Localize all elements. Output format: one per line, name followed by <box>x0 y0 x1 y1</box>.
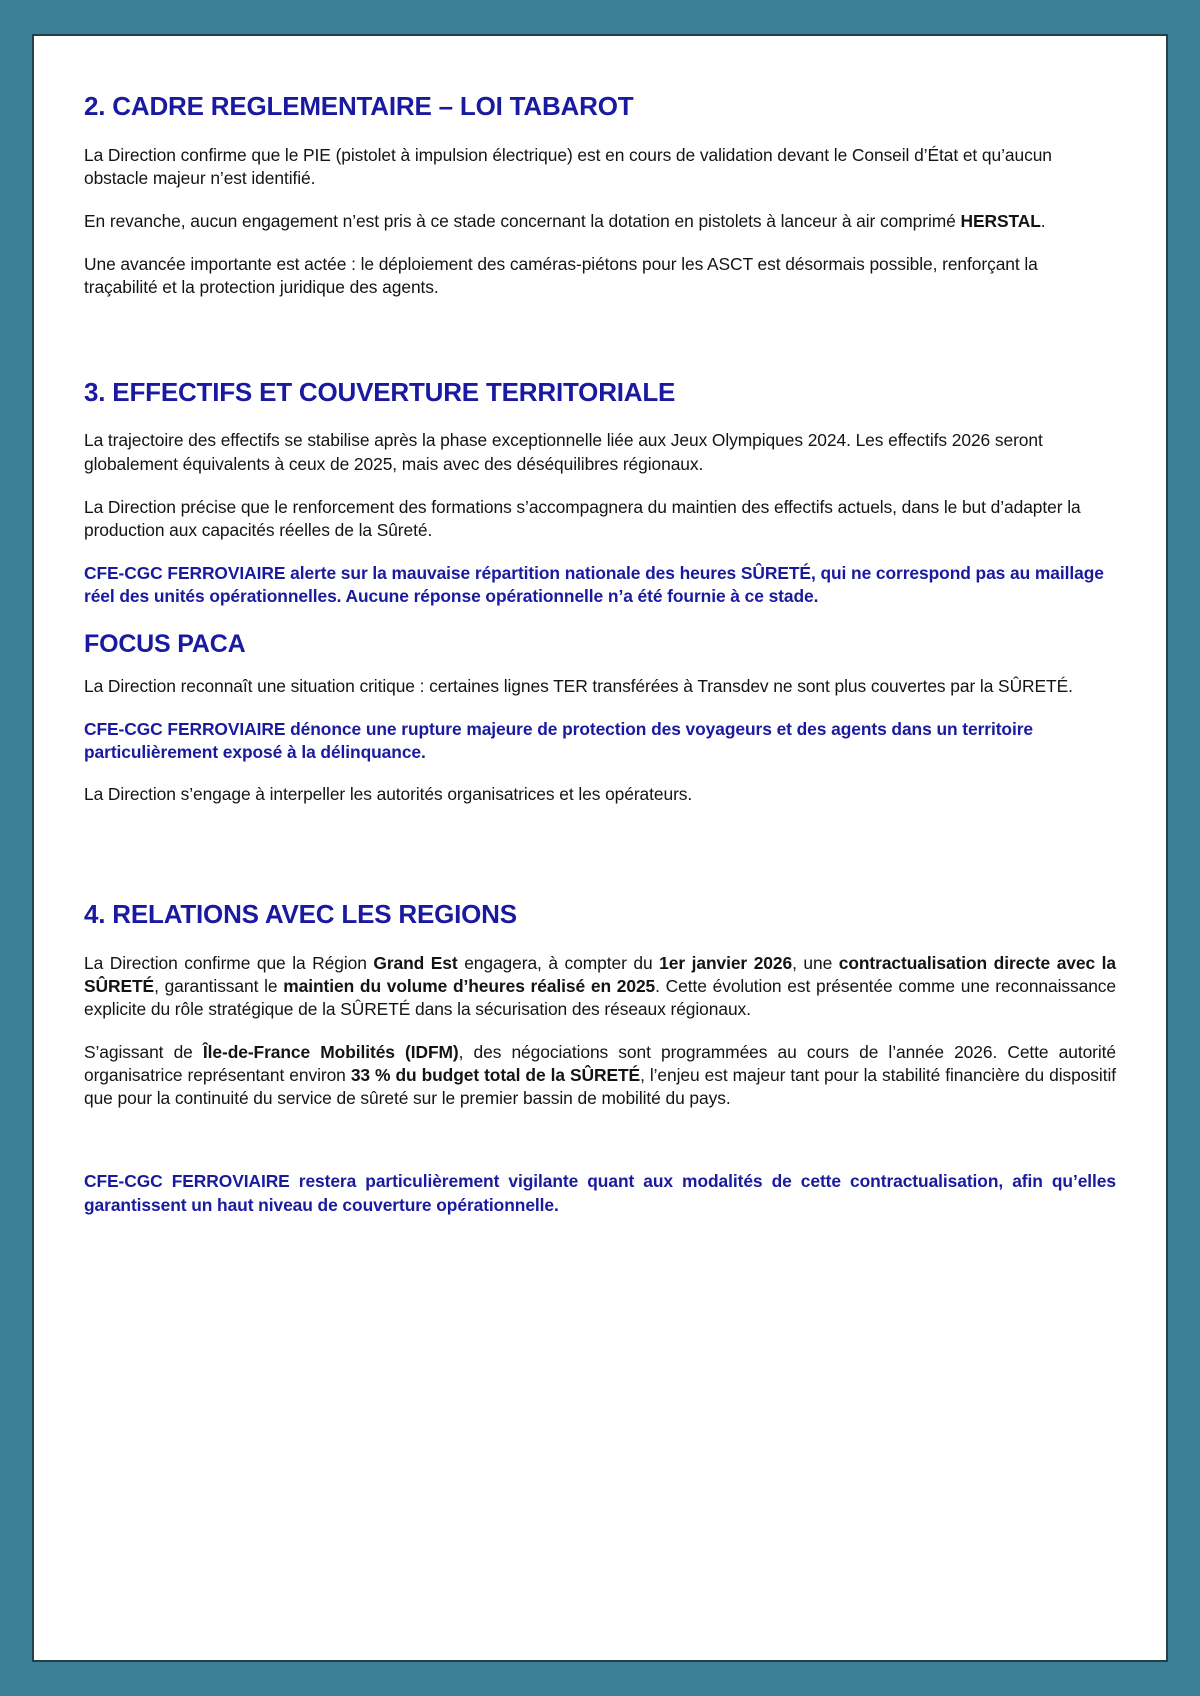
section-spacer <box>84 826 1116 900</box>
paragraph-run-bold: HERSTAL <box>960 211 1041 232</box>
paragraph-run-text: , une <box>792 952 839 973</box>
paragraph-spacer <box>84 1130 1116 1170</box>
section-3-paragraph-2: La Direction précise que le renforcement des formations s’accompagnera du maintien des effectifs actuels, dans le but d’adapter la production aux capacités réelles de la Sûreté. <box>84 496 1081 540</box>
section-4-heading: 4. RELATIONS AVEC LES REGIONS <box>84 898 517 929</box>
section-4-union-statement: CFE-CGC FERROVIAIRE restera particulièrement vigilante quant aux modalités de cette contractualisation, afin qu’elles garantissent un haut niveau de couverture opérationnelle. <box>84 1171 1116 1215</box>
paragraph-run-text: , des négociations sont programmées au cours de l’année 2026. Cette autorité organisatrice représentant environ <box>84 1041 1117 1086</box>
paragraph-run-bold: contractualisation directe avec la SÛRETÉ <box>84 952 1117 996</box>
paragraph-run-bold: Île-de-France Mobilités (IDFM) <box>202 1041 459 1062</box>
paragraph-run-bold: Grand Est <box>373 952 458 973</box>
paragraph-run-bold: maintien du volume d’heures réalisé en 2025 <box>283 975 656 996</box>
paragraph-run-bold: 1er janvier 2026 <box>659 952 793 973</box>
section-2-paragraph-1: La Direction confirme que le PIE (pistolet à impulsion électrique) est en cours de validation devant le Conseil d’État et qu’aucun obstacle majeur n’est identifié. <box>84 144 1052 189</box>
section-spacer <box>84 320 1116 378</box>
focus-paca-union-statement: CFE-CGC FERROVIAIRE dénonce une rupture majeure de protection des voyageurs et des agents dans un territoire particulièrement exposé à la délinquance. <box>84 719 1034 763</box>
section-4-paragraph-idfm <box>84 1041 1116 1110</box>
section-4-paragraph-grand-est <box>84 952 1116 1021</box>
section-2-paragraph-2 <box>84 210 1116 233</box>
document-page <box>32 34 1168 1662</box>
paragraph-run-text: , garantissant le <box>154 975 284 996</box>
paragraph-run-text: En revanche, aucun engagement n’est pris à ce stade concernant la dotation en pistolets à lanceur à air comprimé <box>84 211 961 232</box>
focus-paca-paragraph-2: La Direction s’engage à interpeller les autorités organisatrices et les opérateurs. <box>84 783 693 804</box>
section-2-heading: 2. CADRE REGLEMENTAIRE – LOI TABAROT <box>84 91 634 121</box>
paragraph-run-text: , l’enjeu est majeur tant pour la stabilité financière du dispositif que pour la continuité du service de sûreté sur le premier bassin de mobilité du pays. <box>84 1065 1116 1109</box>
focus-paca-heading: FOCUS PACA <box>84 630 246 659</box>
section-3-union-statement: CFE-CGC FERROVIAIRE alerte sur la mauvaise répartition nationale des heures SÛRETÉ, qui ne correspond pas au maillage réel des unités opérationnelles. Aucune réponse opérationnelle n’a été fournie à ce stade. <box>84 563 1104 607</box>
paragraph-run-bold: 33 % du budget total de la SÛRETÉ <box>350 1065 641 1086</box>
paragraph-run-text: . <box>1040 211 1046 232</box>
focus-paca-paragraph-1: La Direction reconnaît une situation critique : certaines lignes TER transférées à Transdev ne sont plus couvertes par la SÛRETÉ. <box>84 676 1073 697</box>
paragraph-run-text: engagera, à compter du <box>457 952 660 973</box>
section-3-paragraph-1: La trajectoire des effectifs se stabilise après la phase exceptionnelle liée aux Jeux Olympiques 2024. Les effectifs 2026 seront globalement équivalents à ceux de 2025, mais avec des déséquilibres régionaux. <box>84 430 1043 474</box>
paragraph-run-text: La Direction confirme que la Région <box>84 952 374 973</box>
paragraph-run-text: . Cette évolution est présentée comme une reconnaissance explicite du rôle stratégique de la SÛRETÉ dans la sécurisation des réseaux régionaux. <box>84 975 1116 1019</box>
section-3-heading: 3. EFFECTIFS ET COUVERTURE TERRITORIALE <box>84 376 676 407</box>
paragraph-run-text: S’agissant de <box>84 1041 203 1062</box>
section-2-paragraph-3: Une avancée importante est actée : le déploiement des caméras-piétons pour les ASCT est désormais possible, renforçant la traçabilité et la protection juridique des agents. <box>84 254 1038 298</box>
document-content <box>34 36 1166 1217</box>
